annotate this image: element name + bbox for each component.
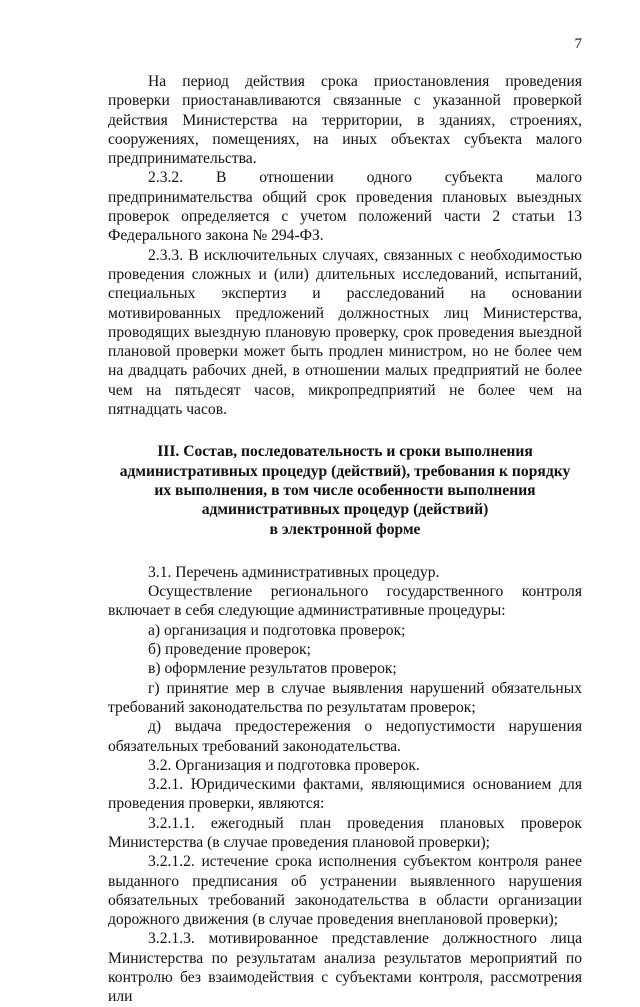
paragraph: На период действия срока приостановления проведения проверки приостанавливаются связанные с указанной проверкой действия Министерства на территории, в зданиях, строениях, сооружениях, помещениях, на иных объектах субъекта малого предпринимательства. — [108, 73, 582, 168]
heading-line: их выполнения, в том числе особенности выполнения — [154, 481, 536, 499]
paragraph: 3.2.1.2. истечение срока исполнения субъектом контроля ранее выданного предписания об устранении выявленного нарушения обязательных требований законодательства в области организации дорожного движения (в случае проведения внеплановой проверки); — [108, 853, 582, 929]
paragraph: 3.2. Организация и подготовка проверок. — [148, 756, 420, 774]
list-item: б) проведение проверок; — [148, 641, 311, 659]
paragraph: 3.2.1. Юридическими фактами, являющимися основанием для проведения проверки, являются: — [108, 776, 582, 813]
heading-line: III. Состав, последовательность и сроки выполнения — [157, 443, 533, 461]
page-number: 7 — [574, 36, 582, 52]
list-item: а) организация и подготовка проверок; — [148, 621, 406, 639]
section-heading — [108, 442, 582, 538]
paragraph: 3.2.1.1. ежегодный план проведения плановых проверок Министерства (в случае проведения плановой проверки); — [108, 814, 582, 851]
paragraph: 2.3.3. В исключительных случаях, связанных с необходимостью проведения сложных и (или) длительных исследований, испытаний, специальных экспертиз и расследований на основании мотивированных предложений должностных лиц Министерства, проводящих выездную плановую проверку, срок проведения выездной плановой проверки может быть продлен министром, но не более чем на двадцать рабочих дней, в отношении малых предприятий не более чем на пятьдесят часов, микропредприятий не более чем на пятнадцать часов. — [108, 246, 582, 419]
document-body — [108, 72, 582, 1007]
list-item: д) выдача предостережения о недопустимости нарушения обязательных требований законодательства. — [108, 718, 582, 755]
paragraph: Осуществление регионального государственного контроля включает в себя следующие административные процедуры: — [108, 583, 582, 620]
list-item: г) принятие мер в случае выявления нарушений обязательных требований законодательства по результатам проверок; — [108, 679, 582, 716]
heading-line: в электронной форме — [269, 520, 421, 538]
heading-line: административных процедур (действий) — [201, 501, 489, 519]
paragraph: 2.3.2. В отношении одного субъекта малого предпринимательства общий срок проведения плановых выездных проверок определяется с учетом положений части 2 статьи 13 Федерального закона № 294-ФЗ. — [108, 169, 582, 245]
paragraph: 3.1. Перечень административных процедур. — [148, 563, 440, 581]
paragraph: 3.2.1.3. мотивированное представление должностного лица Министерства по результатам анализа результатов мероприятий по контролю без взаимодействия с субъектами контроля, рассмотрения или — [108, 930, 582, 1006]
heading-line: административных процедур (действий), требования к порядку — [119, 462, 571, 480]
list-item: в) оформление результатов проверок; — [148, 660, 397, 678]
